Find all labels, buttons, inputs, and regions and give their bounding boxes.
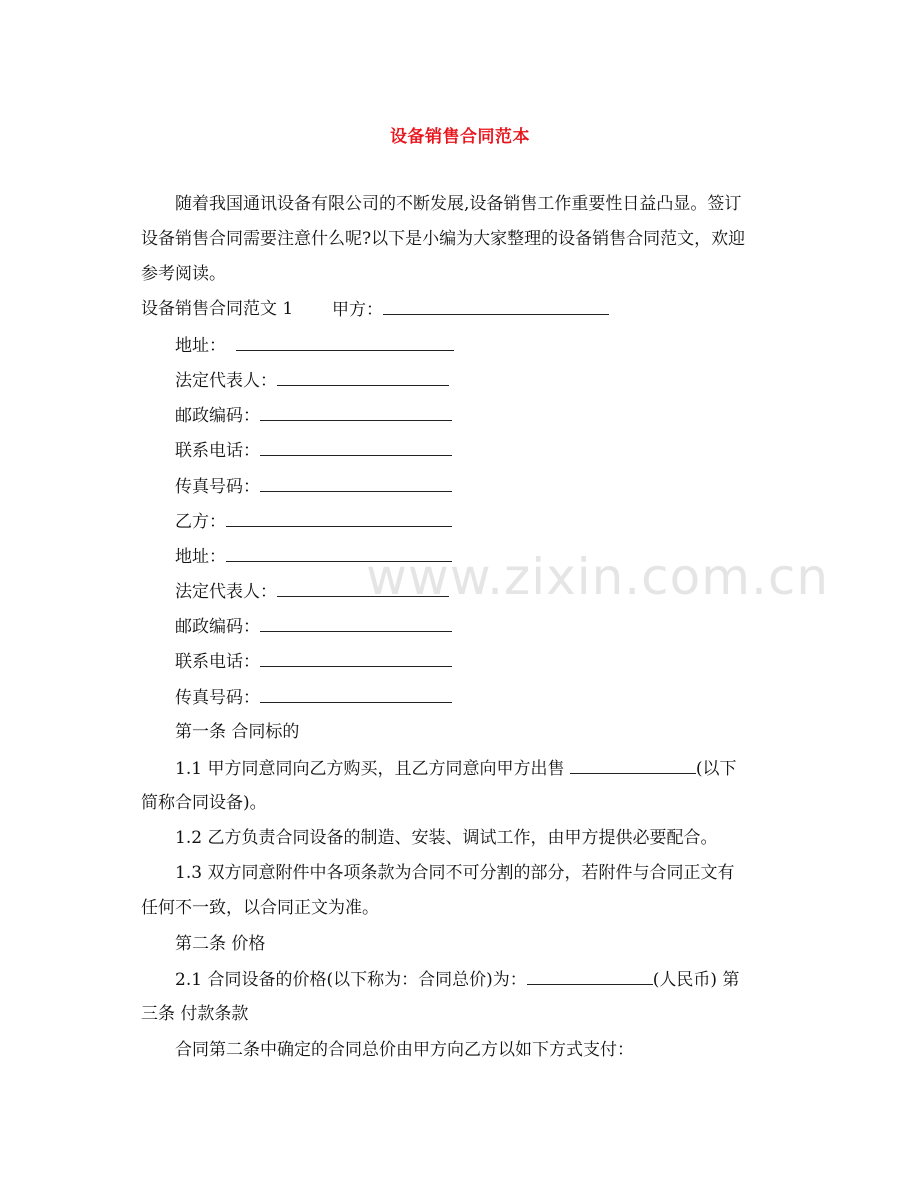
field-blank xyxy=(260,650,452,667)
field-blank xyxy=(260,686,452,703)
field-label: 法定代表人： xyxy=(175,582,277,602)
clause-1-3-line-2: 任何不一致，以合同正文为准。 xyxy=(141,898,379,918)
party-a-postcode-row xyxy=(175,404,452,427)
field-label: 地址： xyxy=(175,547,226,567)
clause-1-1-row xyxy=(175,757,736,780)
clause-2-1-suffix: (人民币) 第 xyxy=(652,970,740,990)
intro-line-1: 随着我国通讯设备有限公司的不断发展,设备销售工作重要性日益凸显。签订 xyxy=(175,194,742,214)
article-2-heading: 第二条 价格 xyxy=(175,934,266,954)
field-label: 传真号码： xyxy=(175,688,260,708)
field-label: 地址： xyxy=(175,336,226,356)
price-blank xyxy=(527,968,653,985)
field-label: 邮政编码： xyxy=(175,617,260,637)
clause-1-2: 1.2 乙方负责合同设备的制造、安装、调试工作，由甲方提供必要配合。 xyxy=(175,828,718,848)
field-label: 联系电话： xyxy=(175,441,260,461)
clause-1-3-line-1: 1.3 双方同意附件中各项条款为合同不可分割的部分，若附件与合同正文有 xyxy=(175,863,735,883)
party-a-address-row xyxy=(175,334,454,357)
clause-1-1-text: 1.1 甲方同意同向乙方购买，且乙方同意向甲方出售 xyxy=(175,759,570,779)
clause-2-1-row xyxy=(175,968,739,991)
party-a-legal-rep-row xyxy=(175,369,449,392)
party-b-postcode-row xyxy=(175,615,452,638)
field-label: 法定代表人： xyxy=(175,371,277,391)
party-b-blank xyxy=(226,510,452,527)
field-label: 联系电话： xyxy=(175,652,260,672)
watermark: www.zixin.com.cn xyxy=(366,548,830,606)
party-b-fax-row xyxy=(175,686,452,709)
intro-line-2: 设备销售合同需要注意什么呢?以下是小编为大家整理的设备销售合同范文，欢迎 xyxy=(141,229,746,249)
field-label: 邮政编码： xyxy=(175,406,260,426)
field-blank xyxy=(277,369,449,386)
equipment-blank xyxy=(570,757,696,774)
payment-text: 合同第二条中确定的合同总价由甲方向乙方以如下方式支付： xyxy=(175,1040,634,1060)
intro-line-3: 参考阅读。 xyxy=(141,264,226,284)
party-a-blank xyxy=(383,298,609,315)
clause-1-1-cont: 简称合同设备)。 xyxy=(141,793,267,813)
party-a-label: 甲方： xyxy=(332,300,383,320)
party-a-fax-row xyxy=(175,475,452,498)
clause-1-1-suffix: (以下 xyxy=(695,759,737,779)
party-a-row xyxy=(332,298,609,321)
party-b-phone-row xyxy=(175,650,452,673)
field-blank xyxy=(260,439,452,456)
article-3-heading: 三条 付款条款 xyxy=(141,1004,249,1024)
party-b-row xyxy=(175,510,452,533)
party-a-phone-row xyxy=(175,439,452,462)
clause-2-1-text: 2.1 合同设备的价格(以下称为：合同总价)为： xyxy=(175,970,527,990)
article-1-heading: 第一条 合同标的 xyxy=(175,722,300,742)
field-blank xyxy=(260,615,452,632)
field-label: 传真号码： xyxy=(175,477,260,497)
party-b-label: 乙方： xyxy=(175,512,226,532)
document-title: 设备销售合同范本 xyxy=(390,127,530,147)
field-blank xyxy=(236,334,454,351)
field-blank xyxy=(260,475,452,492)
field-blank xyxy=(260,404,452,421)
sample-heading: 设备销售合同范文 1 xyxy=(141,299,294,319)
